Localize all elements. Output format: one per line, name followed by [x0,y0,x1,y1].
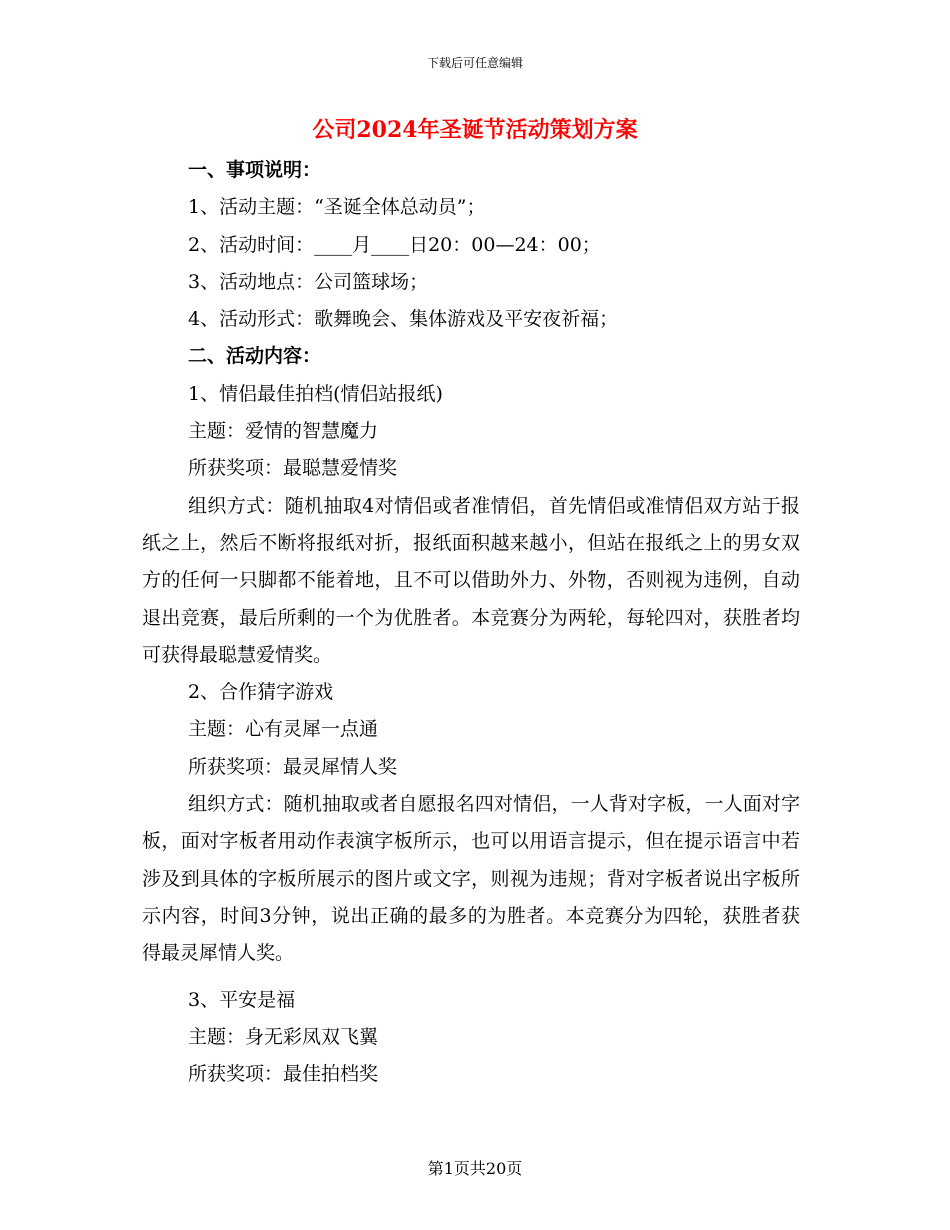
list-item: 4、活动形式：歌舞晚会、集体游戏及平安夜祈福； [188,308,619,331]
activity-2-name: 2、合作猜字游戏 [188,681,334,704]
activity-3-award: 所获奖项：最佳拍档奖 [188,1063,379,1086]
list-item: 3、活动地点：公司篮球场； [188,270,429,293]
activity-1-theme: 主题：爱情的智慧魔力 [188,420,379,443]
list-item: 1、活动主题：“圣诞全体总动员”； [188,196,486,219]
document-body [142,152,800,1093]
activity-1-award: 所获奖项：最聪慧爱情奖 [188,457,398,480]
section-heading-2: 二、活动内容： [188,345,322,368]
document-title: 公司2024年圣诞节活动策划方案 [312,117,638,143]
list-item: 2、活动时间：____月____日20：00—24：00； [188,233,601,256]
activity-2-award: 所获奖项：最灵犀情人奖 [188,755,398,778]
activity-3-theme: 主题：身无彩凤双飞翼 [188,1025,379,1048]
section-heading-1: 一、事项说明： [188,159,322,181]
page-number: 第1页共20页 [427,1159,523,1178]
activity-1-rules: 组织方式：随机抽取4对情侣或者准情侣，首先情侣或准情侣双方站于报纸之上，然后不断将报纸对折，报纸面积越来越小，但站在报纸之上的男女双方的任何一只脚都不能着地，且不可以借助外力、外物，否则视为违例，自动退出竞赛，最后所剩的一个为优胜者。本竞赛分为两轮，每轮四对，获胜者均可获得最聪慧爱情奖。 [142,494,800,666]
activity-3-name: 3、平安是福 [188,988,296,1011]
activity-2-rules: 组织方式：随机抽取或者自愿报名四对情侣，一人背对字板，一人面对字板，面对字板者用动作表演字板所示，也可以用语言提示，但在提示语言中若涉及到具体的字板所展示的图片或文字，则视为违规；背对字板者说出字板所示内容，时间3分钟，说出正确的最多的为胜者。本竞赛分为四轮，获胜者获得最灵犀情人奖。 [142,793,800,965]
activity-2-theme: 主题：心有灵犀一点通 [188,718,379,741]
activity-1-name: 1、情侣最佳拍档(情侣站报纸) [188,382,443,405]
page-header-note: 下载后可任意编辑 [426,56,523,70]
